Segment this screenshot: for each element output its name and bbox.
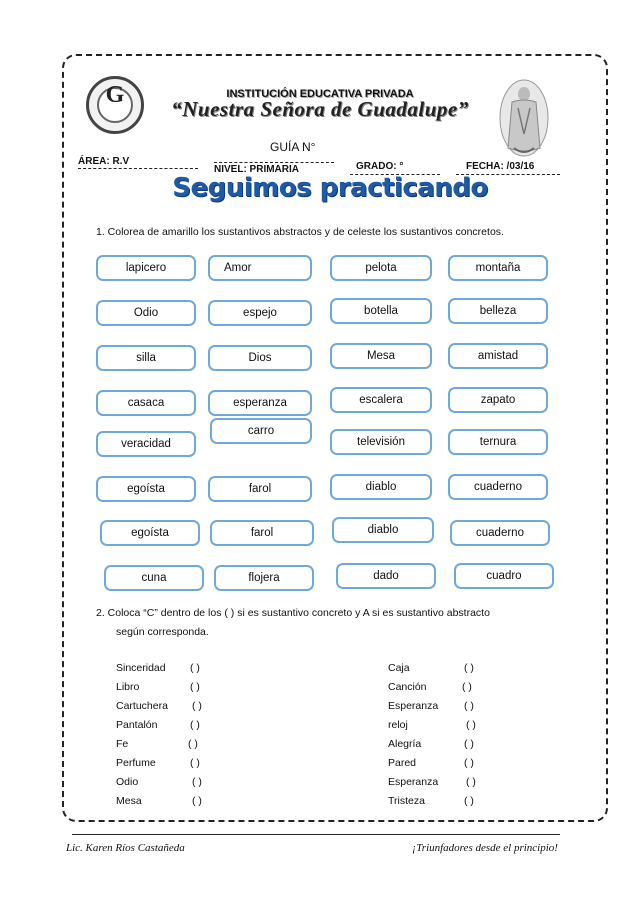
word-box: ternura	[448, 429, 548, 455]
word-box: escalera	[330, 387, 432, 413]
guide-number: GUÍA N°	[270, 140, 316, 154]
institution-label: INSTITUCIÓN EDUCATIVA PRIVADA	[226, 88, 414, 100]
answer-paren: ( )	[190, 719, 200, 731]
school-name: “Nuestra Señora de Guadalupe”	[171, 97, 469, 121]
word-box: espejo	[208, 300, 312, 326]
list-item-word: Sinceridad	[116, 662, 166, 674]
answer-paren: ( )	[190, 757, 200, 769]
list-item-word: Pantalón	[116, 719, 158, 731]
word-box: diablo	[330, 474, 432, 500]
list-item-word: Cartuchera	[116, 700, 168, 712]
answer-paren: ( )	[466, 776, 476, 788]
school-logo	[86, 76, 144, 134]
virgin-image	[496, 78, 552, 158]
word-box: zapato	[448, 387, 548, 413]
list-item-word: Tristeza	[388, 795, 425, 807]
footer-motto: ¡Triunfadores desde el principio!	[412, 842, 558, 854]
list-item-word: Pared	[388, 757, 417, 769]
list-item-word: Esperanza	[388, 776, 439, 788]
word-box: veracidad	[96, 431, 196, 457]
list-item-word: reloj	[388, 719, 408, 731]
word-box: dado	[336, 563, 436, 589]
word-box: cuaderno	[448, 474, 548, 500]
word-box: televisión	[330, 429, 432, 455]
level-overline	[214, 162, 334, 163]
list-item-word: Alegría	[388, 738, 422, 750]
word-box: pelota	[330, 255, 432, 281]
word-box: esperanza	[208, 390, 312, 416]
answer-paren: ( )	[192, 700, 202, 712]
answer-paren: ( )	[192, 795, 202, 807]
word-box: cuaderno	[450, 520, 550, 546]
word-box: casaca	[96, 390, 196, 416]
answer-paren: ( )	[190, 662, 200, 674]
word-box: carro	[210, 418, 312, 444]
word-box: cuna	[104, 565, 204, 591]
grade-label: GRADO: °	[356, 161, 404, 172]
word-box: egoísta	[100, 520, 200, 546]
footer-divider	[72, 834, 560, 835]
word-box: flojera	[214, 565, 314, 591]
exercise2-instruction-cont: según corresponda.	[116, 626, 209, 638]
exercise2-instruction: 2. Coloca “C” dentro de los ( ) si es sustantivo concreto y A si es sustantivo abstracto	[96, 607, 490, 619]
list-item-word: Esperanza	[388, 700, 439, 712]
answer-paren: ( )	[464, 700, 474, 712]
area-underline	[78, 168, 198, 169]
footer-author: Lic. Karen Ríos Castañeda	[66, 842, 185, 854]
answer-paren: ( )	[464, 795, 474, 807]
logo-letter: G	[105, 82, 125, 108]
word-box: Mesa	[330, 343, 432, 369]
answer-paren: ( )	[188, 738, 198, 750]
answer-paren: ( )	[464, 738, 474, 750]
answer-paren: ( )	[466, 719, 476, 731]
list-item-word: Canción	[388, 681, 427, 693]
word-box: farol	[210, 520, 314, 546]
area-label: ÁREA: R.V	[78, 156, 130, 167]
word-box: amistad	[448, 343, 548, 369]
word-box: belleza	[448, 298, 548, 324]
word-box: Odio	[96, 300, 196, 326]
answer-paren: ( )	[190, 681, 200, 693]
list-item-word: Mesa	[116, 795, 142, 807]
exercise1-instruction: 1. Colorea de amarillo los sustantivos abstractos y de celeste los sustantivos concretos.	[96, 226, 504, 238]
word-box: botella	[330, 298, 432, 324]
word-box: cuadro	[454, 563, 554, 589]
answer-paren: ( )	[464, 757, 474, 769]
word-box: egoísta	[96, 476, 196, 502]
list-item-word: Perfume	[116, 757, 156, 769]
answer-paren: ( )	[462, 681, 472, 693]
date-label: FECHA: /03/16	[466, 161, 535, 172]
list-item-word: Odio	[116, 776, 139, 788]
list-item-word: Fe	[116, 738, 129, 750]
word-box: silla	[96, 345, 196, 371]
word-box: farol	[208, 476, 312, 502]
word-box: lapicero	[96, 255, 196, 281]
answer-paren: ( )	[464, 662, 474, 674]
word-box: Amor	[208, 255, 312, 281]
word-box: montaña	[448, 255, 548, 281]
list-item-word: Libro	[116, 681, 140, 693]
level-label: NIVEL: PRIMARIA	[214, 164, 299, 175]
answer-paren: ( )	[192, 776, 202, 788]
list-item-word: Caja	[388, 662, 410, 674]
word-box: diablo	[332, 517, 434, 543]
page-title: Seguimos practicando	[172, 173, 488, 203]
word-box: Dios	[208, 345, 312, 371]
